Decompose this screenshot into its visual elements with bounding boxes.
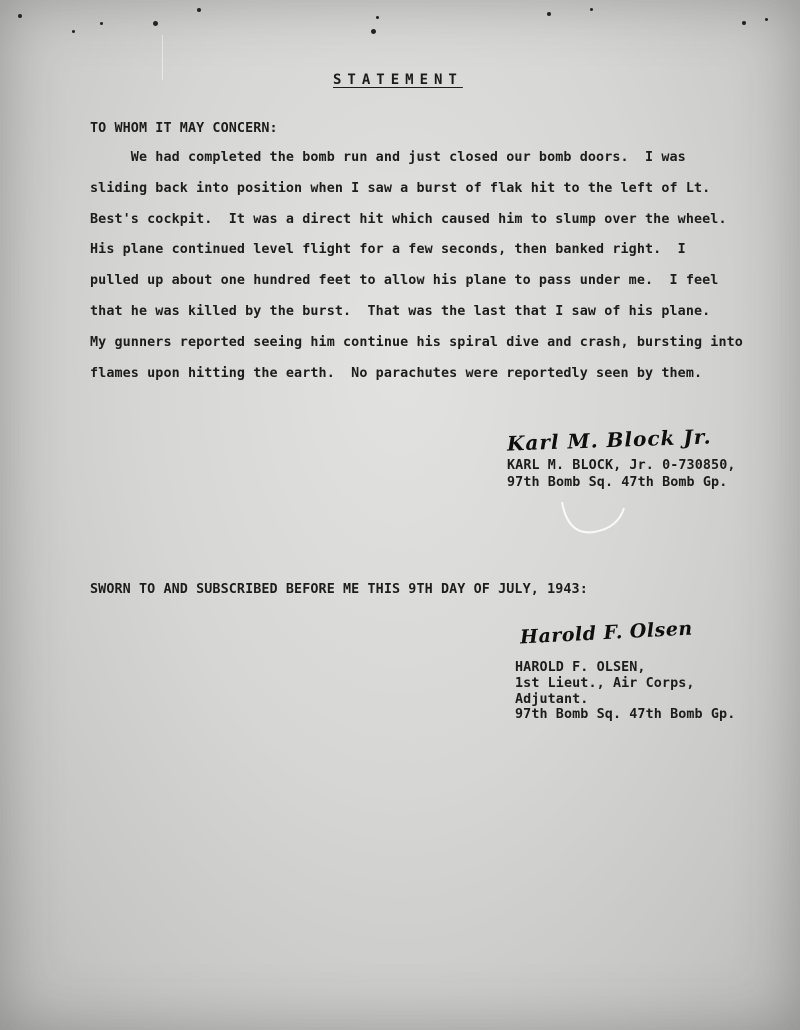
scan-speck xyxy=(72,30,75,33)
body-line-8: flames upon hitting the earth. No parachutes were reportedly seen by them. xyxy=(90,366,703,381)
scan-speck xyxy=(153,21,158,26)
scan-speck xyxy=(742,21,746,25)
scan-speck xyxy=(371,29,376,34)
adjutant-name-line: HAROLD F. OLSEN, xyxy=(515,660,646,675)
body-line-3: Best's cockpit. It was a direct hit which caused him to slump over the wheel. xyxy=(90,212,727,227)
signer-name-line: KARL M. BLOCK, Jr. 0-730850, xyxy=(507,458,736,473)
scan-speck xyxy=(197,8,201,12)
document-title: STATEMENT xyxy=(333,72,463,88)
body-line-1: We had completed the bomb run and just closed our bomb doors. I was xyxy=(90,150,686,165)
body-line-5: pulled up about one hundred feet to allow his plane to pass under me. I feel xyxy=(90,273,719,288)
salutation: TO WHOM IT MAY CONCERN: xyxy=(90,121,278,136)
body-line-7: My gunners reported seeing him continue his spiral dive and crash, bursting into xyxy=(90,335,743,350)
body-line-6: that he was killed by the burst. That was the last that I saw of his plane. xyxy=(90,304,711,319)
adjutant-title-line: Adjutant. xyxy=(515,692,589,707)
scan-speck xyxy=(547,12,551,16)
sworn-statement: SWORN TO AND SUBSCRIBED BEFORE ME THIS 9TH DAY OF JULY, 1943: xyxy=(90,582,588,597)
handwritten-signature-block: Karl M. Block Jr. xyxy=(506,424,712,456)
handwritten-signature-adjutant: Harold F. Olsen xyxy=(519,617,694,649)
adjutant-rank-line: 1st Lieut., Air Corps, xyxy=(515,676,695,691)
scan-scratch-mark xyxy=(558,498,628,538)
scan-speck xyxy=(376,16,379,19)
adjutant-unit-line: 97th Bomb Sq. 47th Bomb Gp. xyxy=(515,707,736,722)
body-line-2: sliding back into position when I saw a burst of flak hit to the left of Lt. xyxy=(90,181,711,196)
scan-scratch-line xyxy=(162,35,163,80)
scan-speck xyxy=(100,22,103,25)
body-line-4: His plane continued level flight for a few seconds, then banked right. I xyxy=(90,242,686,257)
scan-speck xyxy=(18,14,22,18)
scan-speck xyxy=(765,18,768,21)
signer-unit-line: 97th Bomb Sq. 47th Bomb Gp. xyxy=(507,475,728,490)
scan-speck xyxy=(590,8,593,11)
